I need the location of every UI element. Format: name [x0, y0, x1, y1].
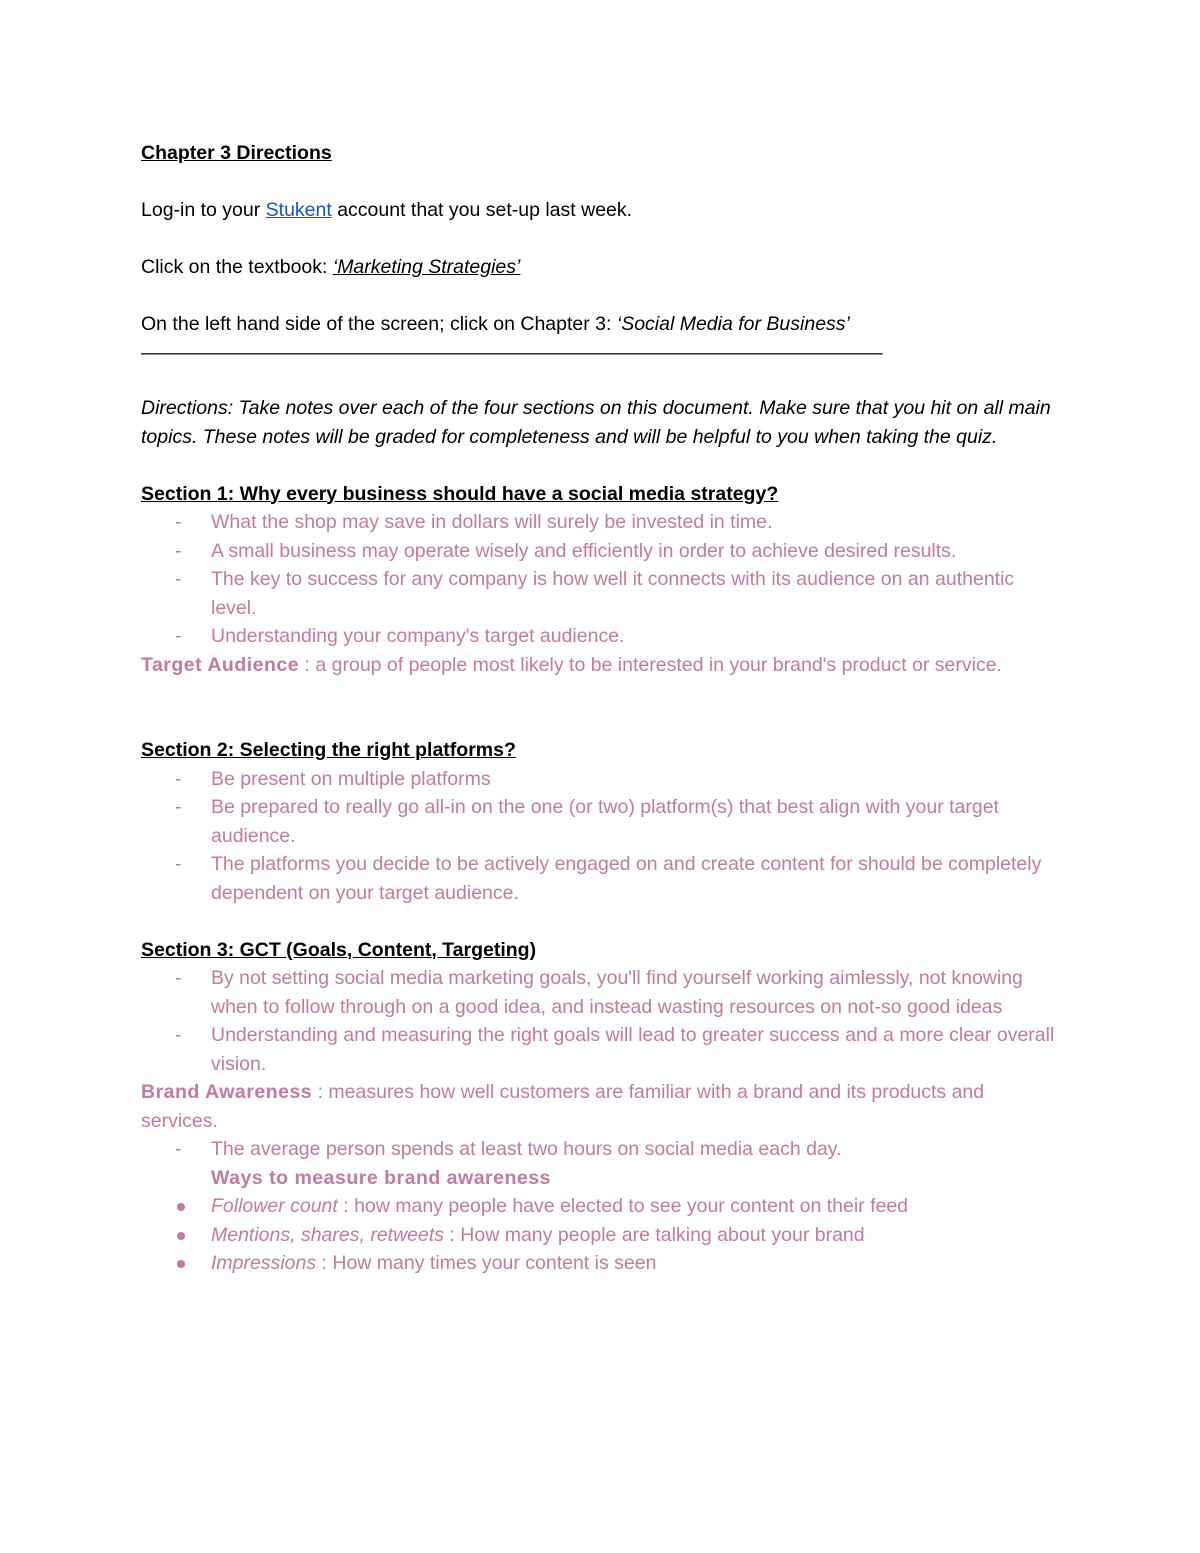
list-item: - Be present on multiple platforms: [175, 767, 491, 790]
list-item: - The average person spends at least two hours on social media each day.: [175, 1138, 842, 1160]
list-item: Follower count : how many people have elected to see your content on their feed: [141, 1192, 1056, 1221]
brand-awareness-subheading: Ways to measure brand awareness: [211, 1166, 551, 1189]
section-3-heading: Section 3: GCT (Goals, Content, Targeting): [141, 938, 537, 961]
list-item: Impressions : How many times your content is seen: [141, 1249, 1056, 1278]
textbook-instruction: Click on the textbook: ‘Marketing Strategies’: [141, 256, 521, 278]
section-1-list: [141, 508, 1056, 651]
list-item: - The platforms you decide to be actively engaged on and create content for should be completely dependent on your target audience.: [175, 853, 1042, 904]
bullet-dot-icon: [177, 1260, 185, 1268]
section-1-heading: Section 1: Why every business should have a social media strategy?: [141, 482, 779, 505]
bullet-dot-icon: [177, 1203, 185, 1211]
bullet-dot-icon: [177, 1232, 185, 1240]
list-item: - The key to success for any company is how well it connects with its audience on an authentic level.: [175, 568, 1015, 619]
login-instruction: Log-in to your Stukent account that you set-up last week.: [141, 199, 633, 221]
textbook-name: ‘Marketing Strategies’: [332, 256, 521, 278]
document-body: [141, 139, 1056, 1278]
list-item: - By not setting social media marketing goals, you'll find yourself working aimlessly, not knowing when to follow through on a good idea, and instead wasting resources on not-so good ideas: [175, 967, 1023, 1018]
directions-text: Directions: Take notes over each of the four sections on this document. Make sure that you hit on all main topics. These notes will be graded for completeness and will be helpful to you when taking the quiz.: [141, 397, 1051, 448]
list-item: Mentions, shares, retweets : How many people are talking about your brand: [141, 1221, 1056, 1250]
stukent-link[interactable]: Stukent: [265, 199, 332, 221]
list-item: - Understanding your company's target audience.: [175, 625, 625, 647]
chapter-name: ‘Social Media for Business’: [616, 313, 850, 335]
section-3-list: [141, 964, 1056, 1078]
measures-list: [141, 1192, 1056, 1278]
brand-awareness-definition: Brand Awareness : measures how well customers are familiar with a brand and its products and services.: [141, 1081, 985, 1132]
list-item: - What the shop may save in dollars will surely be invested in time.: [175, 511, 773, 533]
target-audience-definition: Target Audience : a group of people most likely to be interested in your brand's product or service.: [141, 653, 1002, 676]
chapter-instruction: On the left hand side of the screen; click on Chapter 3: ‘Social Media for Business’: [141, 313, 850, 335]
page-title: Chapter 3 Directions: [141, 142, 332, 164]
section-2-heading: Section 2: Selecting the right platforms?: [141, 739, 516, 761]
list-item: - A small business may operate wisely and efficiently in order to achieve desired results.: [175, 539, 957, 562]
list-item: - Be prepared to really go all-in on the one (or two) platform(s) that best align with your target audience.: [175, 796, 999, 847]
section-2-list: [141, 765, 1056, 908]
section-3-list-2: [141, 1135, 1056, 1164]
list-item: - Understanding and measuring the right goals will lead to greater success and a more clear overall vision.: [175, 1024, 1055, 1075]
horizontal-rule: ———————————————————————————————————————: [141, 341, 882, 364]
